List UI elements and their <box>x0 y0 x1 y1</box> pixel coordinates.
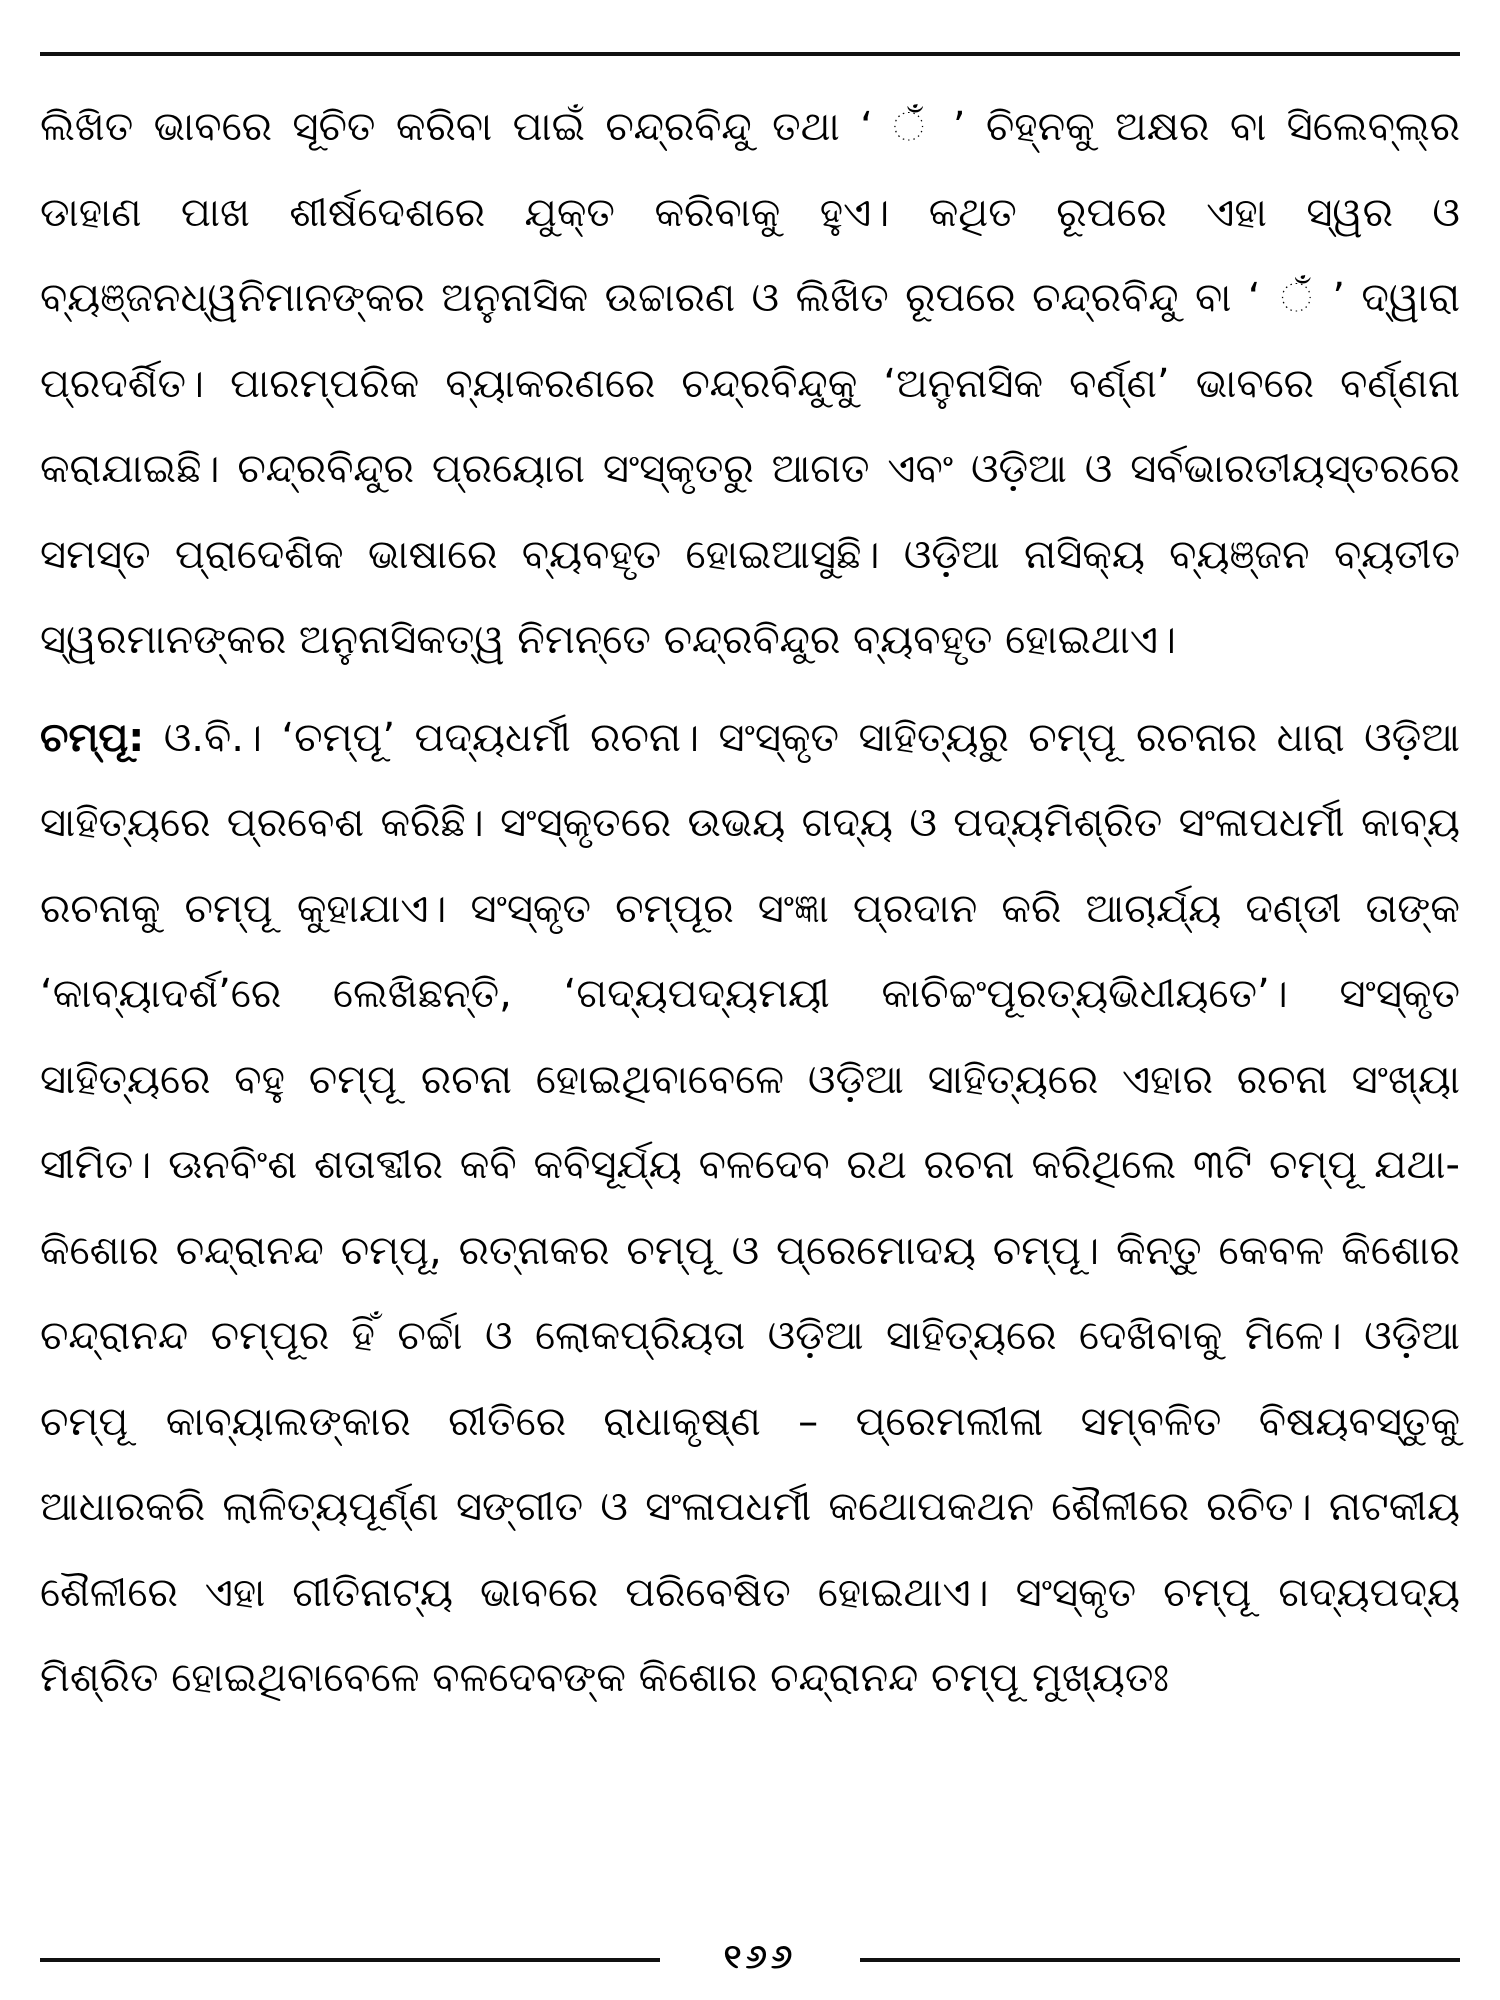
paragraph-chandrabindu: ଲିଖିତ ଭାବରେ ସୂଚିତ କରିବା ପାଇଁ ଚନ୍ଦ୍ରବିନ୍ଦୁ ତଥା ‘ ଁ ’ ଚିହ୍ନକୁ ଅକ୍ଷର ବା ସିଲେବ୍‌ଲ୍‌ର ଡାହାଣ ପାଖ ଶୀର୍ଷଦେଶରେ ଯୁକ୍ତ କରିବାକୁ ହୁଏ। କଥିତ ରୂପରେ ଏହା ସ୍ୱର ଓ ବ୍ୟଞ୍ଜନଧ୍ୱନିମାନଙ୍କର ଅନୁନାସିକ ଉଚ୍ଚାରଣ ଓ ଲିଖିତ ରୂପରେ ଚନ୍ଦ୍ରବିନ୍ଦୁ ବା ‘ ଁ ’ ଦ୍ୱାରା ପ୍ରଦର୍ଶିତ। ପାରମ୍ପରିକ ବ୍ୟାକରଣରେ ଚନ୍ଦ୍ରବିନ୍ଦୁକୁ ‘ଅନୁନାସିକ ବର୍ଣ୍ଣ’ ଭାବରେ ବର୍ଣ୍ଣନା କରାଯାଇଛି। ଚନ୍ଦ୍ରବିନ୍ଦୁର ପ୍ରୟୋଗ ସଂସ୍କୃତରୁ ଆଗତ ଏବଂ ଓଡ଼ିଆ ଓ ସର୍ବଭାରତୀୟସ୍ତରରେ ସମସ୍ତ ପ୍ରାଦେଶିକ ଭାଷାରେ ବ୍ୟବହୃତ ହୋଇଆସୁଛି। ଓଡ଼ିଆ ନାସିକ୍ୟ ବ୍ୟଞ୍ଜନ ବ୍ୟତୀତ ସ୍ୱରମାନଙ୍କର ଅନୁନାସିକତ୍ୱ ନିମନ୍ତେ ଚନ୍ଦ୍ରବିନ୍ଦୁର ବ୍ୟବହୃତ ହୋଇଥାଏ। <box>40 104 1460 663</box>
page-body <box>40 85 1460 1722</box>
entry-term: ଚମ୍ପୂ: <box>40 714 145 761</box>
paragraph-champu <box>40 696 1460 1722</box>
footer-divider-right <box>860 1958 1460 1962</box>
footer-divider-left <box>40 1958 660 1962</box>
page-number: ୧୬୬ <box>723 1937 797 1977</box>
entry-body: ଓ.ବି.। ‘ଚମ୍ପୂ’ ପଦ୍ୟଧର୍ମୀ ରଚନା। ସଂସ୍କୃତ ସାହିତ୍ୟରୁ ଚମ୍ପୂ ରଚନାର ଧାରା ଓଡ଼ିଆ ସାହିତ୍ୟରେ ପ୍ରବେଶ କରିଛି। ସଂସ୍କୃତରେ ଉଭୟ ଗଦ୍ୟ ଓ ପଦ୍ୟମିଶ୍ରିତ ସଂଳାପଧର୍ମୀ କାବ୍ୟ ରଚନାକୁ ଚମ୍ପୂ କୁହାଯାଏ। ସଂସ୍କୃତ ଚମ୍ପୂର ସଂଜ୍ଞା ପ୍ରଦାନ କରି ଆଚାର୍ଯ୍ୟ ଦଣ୍ଡୀ ତାଙ୍କ ‘କାବ୍ୟାଦର୍ଶ’ରେ ଲେଖିଛନ୍ତି, ‘ଗଦ୍ୟପଦ୍ୟମୟୀ କାଚିଚ୍ଚଂପୂରତ୍ୟଭିଧୀୟତେ’। ସଂସ୍କୃତ ସାହିତ୍ୟରେ ବହୁ ଚମ୍ପୂ ରଚନା ହୋଇଥିବାବେଳେ ଓଡ଼ିଆ ସାହିତ୍ୟରେ ଏହାର ରଚନା ସଂଖ୍ୟା ସୀମିତ। ଊନବିଂଶ ଶତାବ୍ଦୀର କବି କବିସୂର୍ଯ୍ୟ ବଳଦେବ ରଥ ରଚନା କରିଥିଲେ ୩ଟି ଚମ୍ପୂ ଯଥା-କିଶୋର ଚନ୍ଦ୍ରାନନ୍ଦ ଚମ୍ପୂ, ରତ୍ନାକର ଚମ୍ପୂ ଓ ପ୍ରେମୋଦୟ ଚମ୍ପୂ। କିନ୍ତୁ କେବଳ କିଶୋର ଚନ୍ଦ୍ରାନନ୍ଦ ଚମ୍ପୂର ହିଁ ଚର୍ଚ୍ଚା ଓ ଲୋକପ୍ରିୟତା ଓଡ଼ିଆ ସାହିତ୍ୟରେ ଦେଖିବାକୁ ମିଳେ। ଓଡ଼ିଆ ଚମ୍ପୂ କାବ୍ୟାଲଙ୍କାର ରୀତିରେ ରାଧାକୃଷ୍ଣ – ପ୍ରେମଲୀଳା ସମ୍ବଳିତ ବିଷୟବସ୍ତୁକୁ ଆଧାରକରି ଲାଳିତ୍ୟପୂର୍ଣ୍ଣ ସଙ୍ଗୀତ ଓ ସଂଳାପଧର୍ମୀ କଥୋପକଥନ ଶୈଳୀରେ ରଚିତ। ନାଟକୀୟ ଶୈଳୀରେ ଏହା ଗୀତିନାଟ୍ୟ ଭାବରେ ପରିବେଷିତ ହୋଇଥାଏ। ସଂସ୍କୃତ ଚମ୍ପୂ ଗଦ୍ୟପଦ୍ୟ ମିଶ୍ରିତ ହୋଇଥିବାବେଳେ ବଳଦେବଙ୍କ କିଶୋର ଚନ୍ଦ୍ରାନନ୍ଦ ଚମ୍ପୂ ମୁଖ୍ୟତଃ <box>40 714 1460 1701</box>
top-divider <box>40 52 1460 56</box>
page-footer <box>40 1937 1460 1977</box>
